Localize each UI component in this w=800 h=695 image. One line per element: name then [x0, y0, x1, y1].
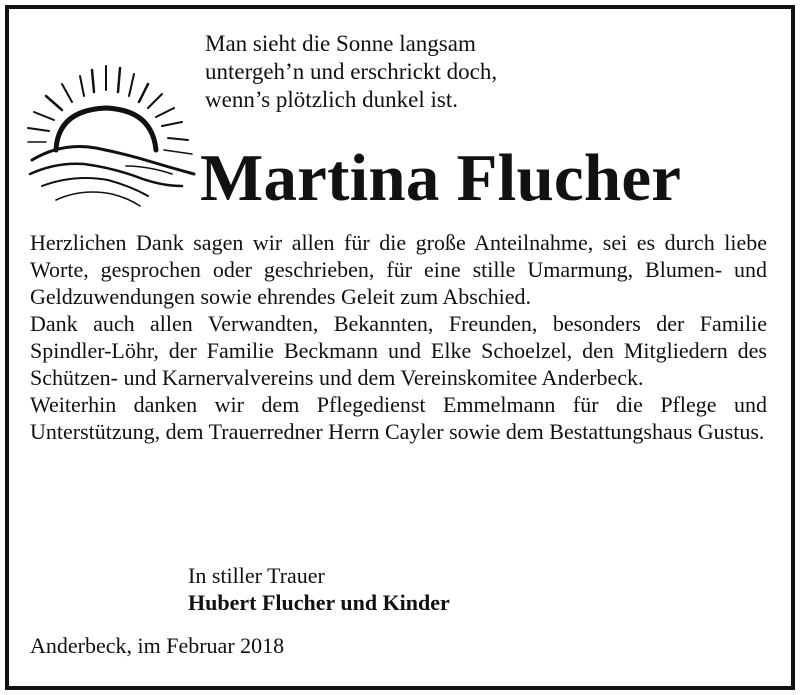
mourning-line: In stiller Trauer — [188, 563, 325, 588]
family-signature: Hubert Flucher und Kinder — [188, 590, 450, 615]
thanks-paragraph: Dank auch allen Verwandten, Bekannten, Freunden, besonders der Familie Spindler-Löhr, der Familie Beckmann und Elke Schoelzel, den Mitgliedern des Schützen- und Karnervalvereins und dem Vereinskomitee Anderbeck. — [30, 311, 767, 390]
poem-line: Man sieht die Sonne langsam — [205, 31, 476, 56]
signature-block — [188, 562, 450, 616]
thanks-paragraph: Herzlichen Dank sagen wir allen für die große Anteilnahme, sei es durch liebe Worte, gesprochen oder geschrieben, für eine stille Umarmung, Blumen- und Geldzuwendungen sowie ehrendes Geleit zum Abschied. — [30, 230, 767, 309]
thanks-paragraph: Weiterhin danken wir dem Pflegedienst Emmelmann für die Pflege und Unterstützung, dem Trauerredner Herrn Cayler sowie dem Bestattungshaus Gustus. — [30, 392, 767, 444]
deceased-name: Martina Flucher — [200, 141, 682, 215]
poem-line: untergeh’n und erschrickt doch, — [205, 59, 498, 84]
poem — [205, 30, 497, 114]
place-date: Anderbeck, im Februar 2018 — [30, 633, 285, 658]
thanks-text — [30, 229, 767, 445]
sunset-icon — [22, 62, 202, 212]
poem-line: wenn’s plötzlich dunkel ist. — [205, 87, 458, 112]
